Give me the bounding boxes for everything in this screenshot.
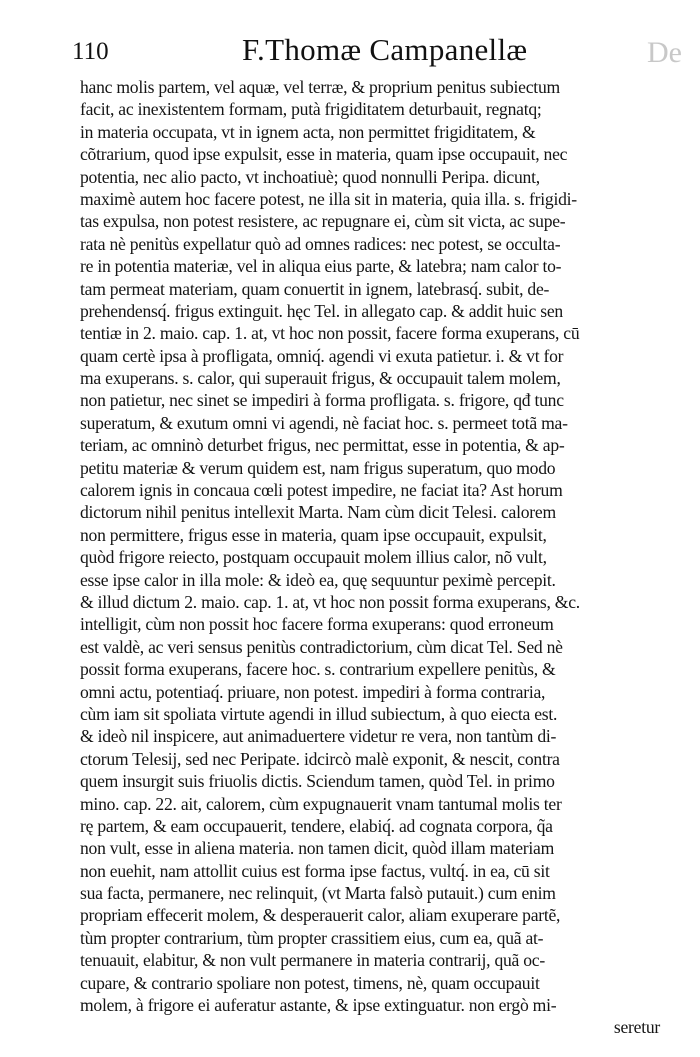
page-header — [62, 30, 682, 70]
text-line: calorem ignis in concaua cœli potest impedire, ne faciat ita? Ast horum — [80, 480, 563, 501]
catchword: seretur — [613, 1017, 660, 1038]
text-line: non patietur, nec sinet se impediri à forma profligata. s. frigore, qđ tunc — [80, 390, 564, 411]
text-line: non euehit, nam attollit cuius est forma ipse factus, vultq́. in ea, cū sit — [80, 860, 550, 881]
page-number: 110 — [72, 38, 109, 65]
text-line: molem, à frigore ei auferatur astante, & ipse extinguatur. non ergò mi- — [80, 995, 557, 1016]
text-line: teriam, ac omninò deturbet frigus, nec permittat, esse in potentia, & ap- — [80, 435, 565, 456]
text-line: in materia occupata, vt in ignem acta, non permittet frigiditatem, & — [80, 121, 536, 142]
text-line: rę partem, & eam occupauerit, tendere, elabiq́. ad cognata corpora, q̃a — [80, 815, 553, 836]
text-line: ctorum Telesij, sed nec Peripate. idcircò malè exponit, & nescit, contra — [80, 748, 560, 769]
text-line: petitu materiæ & verum quidem est, nam frigus superatum, quo modo — [80, 457, 556, 478]
text-line: rata nè penitùs expellatur quò ad omnes radices: nec potest, se occulta- — [80, 233, 561, 254]
text-line: intelligit, cùm non possit hoc facere forma exuperans: quod erroneum — [80, 614, 554, 635]
text-line: sua facta, permanere, nec relinquit, (vt Marta falsò putauit.) cum enim — [80, 883, 556, 904]
text-line: tenuauit, elabitur, & non vult permanere in materia contrarij, quã oc- — [80, 950, 545, 971]
bleed-through-text: De — [647, 36, 682, 69]
text-line: possit forma exuperans, facere hoc. s. contrarium expellere penitùs, & — [80, 659, 556, 680]
text-line: maximè autem hoc facere potest, ne illa sit in materia, quia illa. s. frigidi- — [80, 188, 577, 209]
text-line: cùm iam sit spoliata virtute agendi in illud subiectum, à quo eiecta est. — [80, 703, 558, 724]
running-head: F.Thomæ Campanellæ — [242, 32, 528, 67]
text-line: potentia, nec alio pacto, vt inchoatiuè; quod nonnulli Peripa. dicunt, — [80, 166, 540, 187]
text-line: cõtrarium, quod ipse expulsit, esse in materia, quam ipse occupauit, nec — [80, 144, 568, 165]
text-line: mino. cap. 22. ait, calorem, cùm expugnauerit vnam tantumal molis ter — [80, 793, 562, 814]
text-line: tam permeat materiam, quam conuertit in ignem, latebrasq́. subit, de- — [80, 278, 550, 299]
text-line: re in potentia materiæ, vel in aliqua eius parte, & latebra; nam calor to- — [80, 256, 562, 277]
text-line: tentiæ in 2. maio. cap. 1. at, vt hoc non possit, facere forma exuperans, cū — [80, 323, 580, 344]
text-line: & illud dictum 2. maio. cap. 1. at, vt hoc non possit forma exuperans, &c. — [80, 591, 580, 612]
text-line: est valdè, ac veri sensus penitùs contradictorium, cùm dicat Tel. Sed nè — [80, 636, 563, 657]
text-line: quòd frigore reiecto, postquam occupauit molem illius calor, nõ vult, — [80, 547, 547, 568]
text-line: & ideò nil inspicere, aut animaduertere videtur re vera, non tantùm di- — [80, 726, 557, 747]
text-line: tùm propter contrarium, tùm propter crassitiem eius, cum ea, quã at- — [80, 927, 544, 948]
text-line: superatum, & exutum omni vi agendi, nè faciat hoc. s. permeet totã ma- — [80, 412, 568, 433]
text-line: omni actu, potentiaq́. priuare, non potest. impediri à forma contraria, — [80, 681, 546, 702]
text-line: cupare, & contrario spoliare non potest, timens, nè, quam occupauit — [80, 972, 540, 993]
text-line: dictorum nihil penitus intellexit Marta. Nam cùm dicit Telesi. calorem — [80, 502, 556, 523]
text-line: non vult, esse in aliena materia. non tamen dicit, quòd illam materiam — [80, 838, 555, 859]
text-line: ma exuperans. s. calor, qui superauit frigus, & occupauit talem molem, — [80, 368, 561, 389]
text-line: tas expulsa, non potest resistere, ac repugnare ei, cùm sit victa, ac supe- — [80, 211, 566, 232]
text-line: esse ipse calor in illa mole: & ideò ea, quę sequuntur peximè percepit. — [80, 569, 556, 590]
text-line: facit, ac inexistentem formam, putà frigiditatem deturbauit, regnatq; — [80, 99, 542, 120]
text-line: quam certè ipsa à profligata, omniq́. agendi vi exuta patietur. i. & vt for — [80, 345, 564, 366]
text-line: quem insurgit suis friuolis dictis. Sciendum tamen, quòd Tel. in primo — [80, 771, 555, 792]
body-text — [80, 76, 660, 1039]
text-line: prehendensq́. frigus extinguit. hęc Tel. in allegato cap. & addit huic sen — [80, 300, 563, 321]
text-line: non permittere, frigus esse in materia, quam ipse occupauit, expulsit, — [80, 524, 547, 545]
text-line: propriam effecerit molem, & desperauerit calor, aliam exuperare partẽ, — [80, 905, 561, 926]
text-line: hanc molis partem, vel aquæ, vel terræ, & proprium penitus subiectum — [80, 77, 560, 97]
